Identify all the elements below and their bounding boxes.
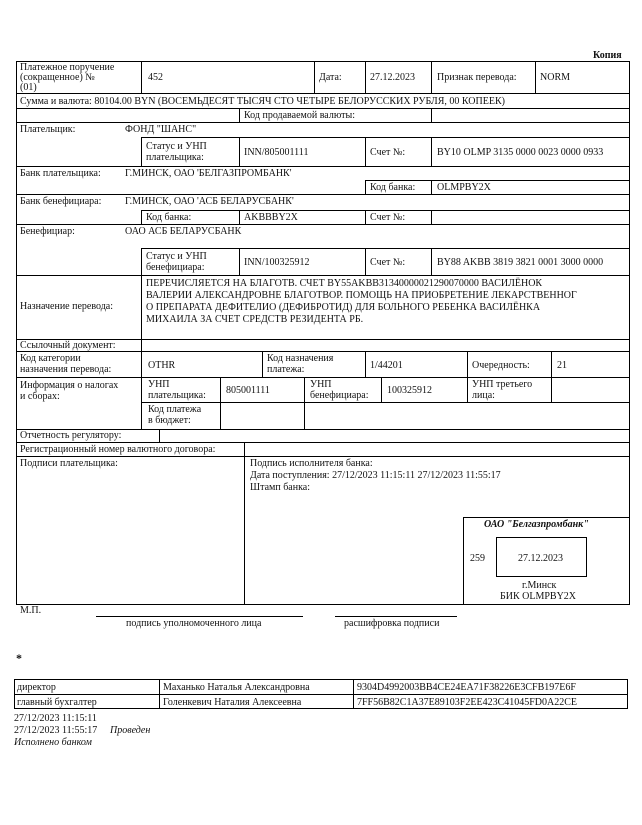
decode-caption: расшифровка подписи	[344, 618, 440, 629]
payer-label: Плательщик:	[20, 124, 76, 135]
payer-name: ФОНД "ШАНС"	[125, 124, 197, 135]
tax-payer-unp: 805001111	[226, 385, 270, 396]
order-number: 452	[148, 72, 163, 83]
budget-code-label-2: в бюджет:	[148, 415, 191, 426]
payer-signatures-label: Подписи плательщика:	[20, 458, 118, 469]
log-line-1: 27/12/2023 11:15:11	[14, 713, 97, 724]
stamp-date: 27.12.2023	[518, 553, 563, 564]
purpose-code: 1/44201	[370, 360, 403, 371]
log-line-2-status: Проведен	[110, 725, 151, 736]
purpose-line-4: МИХАИЛА ЗА СЧЕТ СРЕДСТВ РЕЗИДЕНТА РБ.	[146, 314, 364, 325]
beneficiary-label: Бенефициар:	[20, 226, 75, 237]
taxes-label-1: Информация о налогах	[20, 380, 119, 391]
beneficiary-account-label: Счет №:	[370, 257, 406, 268]
order-date: 27.12.2023	[370, 72, 415, 83]
executor-signature-label: Подпись исполнителя банка:	[250, 458, 373, 469]
signer-name: Маханько Наталья Александровна	[163, 682, 310, 693]
beneficiary-account: BY88 AKBB 3819 3821 0001 3000 0000	[437, 257, 604, 268]
category-label-2: назначения перевода:	[20, 364, 112, 375]
order-title-line3: (01)	[20, 82, 37, 93]
payer-account: BY10 OLMP 3135 0000 0023 0000 0933	[437, 147, 604, 158]
payer-account-label: Счет №:	[370, 147, 406, 158]
beneficiary-name: ОАО АСБ БЕЛАРУСБАНК	[125, 226, 242, 237]
signer-role: директор	[17, 682, 56, 693]
payer-status-label-1: Статус и УНП	[146, 141, 207, 152]
purpose-line-2: ВАЛЕРИИ АЛЕКСАНДРОВНЕ БЛАГОТВОР. ПОМОЩЬ НА ПРИОБРЕТЕНИЕ ЛЕКАРСТВЕННОГ	[146, 290, 577, 301]
category-label-1: Код категории	[20, 353, 81, 364]
amount-text: Сумма и валюта: 80104.00 BYN (ВОСЕМЬДЕСЯТ ТЫСЯЧ СТО ЧЕТЫРЕ БЕЛОРУССКИХ РУБЛЯ, 00 КОПЕЕК)	[20, 96, 505, 107]
ben-unp-label-2: бенефициара:	[310, 390, 369, 401]
sold-currency-label: Код продаваемой валюты:	[244, 110, 356, 121]
copy-label: Копия	[593, 50, 622, 61]
order-date-label: Дата:	[319, 72, 342, 83]
ben-unp-label-1: УНП	[310, 379, 332, 390]
payer-bank-name: Г.МИНСК, ОАО 'БЕЛГАЗПРОМБАНК'	[125, 168, 292, 179]
tax-ben-unp: 100325912	[387, 385, 432, 396]
currency-contract-label: Регистрационный номер валютного договора:	[20, 444, 216, 455]
purpose-line-3: О ПРЕПАРАТА ДЕФИТЕЛИО (ДЕФИБРОТИД) ДЛЯ БОЛЬНОГО РЕБЕНКА ВАСИЛЁНКА	[146, 302, 541, 313]
purpose-line-1: ПЕРЕЧИСЛЯЕТСЯ НА БЛАГОТВ. СЧЕТ BY55AKBB31340000021290070000 ВАСИЛЁНОК	[146, 278, 543, 289]
order-title-line2: (сокращенное) №	[20, 72, 95, 83]
order-title-line1: Платежное поручение	[20, 62, 115, 73]
beneficiary-bank-name: Г.МИНСК, ОАО 'АСБ БЕЛАРУСБАНК'	[125, 196, 294, 207]
received-date: Дата поступления: 27/12/2023 11:15:11 27/12/2023 11:55:17	[250, 470, 501, 481]
payer-unp: INN/805001111	[244, 147, 309, 158]
payer-bank-code-label: Код банка:	[370, 182, 416, 193]
signer-role: главный бухгалтер	[17, 697, 97, 708]
stamp-branch: 259	[470, 553, 485, 564]
third-unp-label-1: УНП третьего	[472, 379, 533, 390]
sign-caption: подпись уполномоченного лица	[126, 618, 262, 629]
beneficiary-bank-account-label: Счет №:	[370, 212, 406, 223]
beneficiary-bank-code-label: Код банка:	[146, 212, 192, 223]
log-line-2-time: 27/12/2023 11:55:17	[14, 725, 98, 736]
stamp-city: г.Минск	[522, 580, 557, 591]
transfer-sign-label: Признак перевода:	[437, 72, 517, 83]
third-unp-label-2: лица:	[472, 390, 495, 401]
signer-hash: 9304D4992003BB4CE24EA71F38226E3CFB197E6F	[357, 682, 576, 693]
beneficiary-unp: INN/100325912	[244, 257, 310, 268]
asterisk-mark: *	[16, 651, 22, 665]
purpose-code-label-1: Код назначения	[267, 353, 334, 364]
signer-hash: 7FF56B82C1A37E89103F2EE423C41045FD0A22CE	[357, 697, 578, 708]
stamp-bank-name: ОАО "Белгазпромбанк"	[484, 519, 589, 530]
transfer-sign: NORM	[540, 72, 571, 83]
stamp-label: Штамп банка:	[250, 482, 310, 493]
payer-status-label-2: плательщика:	[146, 152, 204, 163]
priority-value: 21	[557, 360, 567, 371]
priority-label: Очередность:	[472, 360, 530, 371]
mp-label: М.П.	[20, 605, 42, 616]
budget-code-label-1: Код платежа	[148, 404, 202, 415]
beneficiary-status-label-1: Статус и УНП	[146, 251, 207, 262]
category-value: OTHR	[148, 360, 176, 371]
purpose-label: Назначение перевода:	[20, 301, 114, 312]
signer-name: Голенкевич Наталия Алексеевна	[163, 697, 302, 708]
stamp-bic: БИК OLMPBY2X	[500, 591, 577, 602]
payer-bank-label: Банк плательщика:	[20, 168, 101, 179]
log-line-3: Исполнено банком	[14, 737, 92, 748]
regulator-label: Отчетность регулятору:	[20, 430, 122, 441]
reference-doc-label: Ссылочный документ:	[20, 340, 116, 351]
beneficiary-status-label-2: бенефициара:	[146, 262, 205, 273]
payer-unp-label-2: плательщика:	[148, 390, 206, 401]
beneficiary-bank-label: Банк бенефициара:	[20, 196, 102, 207]
payer-unp-label-1: УНП	[148, 379, 170, 390]
taxes-label-2: и сборах:	[20, 391, 60, 402]
purpose-code-label-2: платежа:	[267, 364, 305, 375]
beneficiary-bank-code: AKBBBY2X	[244, 212, 298, 223]
payer-bank-code: OLMPBY2X	[437, 182, 491, 193]
